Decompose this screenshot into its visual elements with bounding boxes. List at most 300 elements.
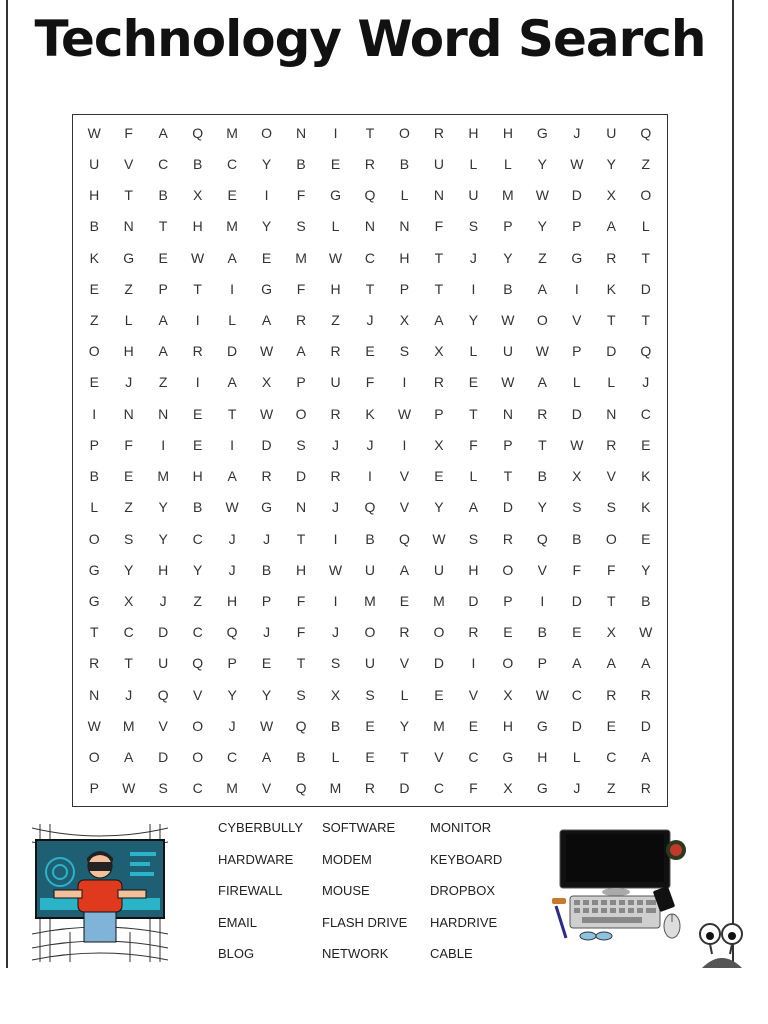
grid-letter[interactable]: I xyxy=(230,280,235,297)
grid-letter[interactable]: R xyxy=(295,311,307,328)
grid-letter[interactable]: I xyxy=(230,436,235,453)
grid-letter[interactable]: Q xyxy=(192,124,204,141)
grid-letter[interactable]: D xyxy=(502,499,513,516)
grid-letter[interactable]: B xyxy=(330,717,341,734)
grid-letter[interactable]: S xyxy=(296,686,306,703)
grid-letter[interactable]: T xyxy=(296,655,306,672)
grid-letter[interactable]: T xyxy=(434,280,444,297)
grid-letter[interactable]: L xyxy=(90,499,99,516)
grid-letter[interactable]: O xyxy=(88,343,100,360)
grid-letter[interactable]: W xyxy=(501,311,515,328)
grid-letter[interactable]: P xyxy=(503,436,513,453)
grid-letter[interactable]: A xyxy=(227,374,237,391)
grid-letter[interactable]: A xyxy=(227,468,237,485)
grid-letter[interactable]: P xyxy=(503,218,513,235)
grid-letter[interactable]: G xyxy=(536,124,548,141)
grid-letter[interactable]: A xyxy=(158,343,168,360)
grid-letter[interactable]: T xyxy=(193,280,202,297)
grid-letter[interactable]: J xyxy=(642,374,650,391)
grid-letter[interactable]: E xyxy=(89,280,99,297)
grid-letter[interactable]: T xyxy=(227,405,237,422)
grid-letter[interactable]: R xyxy=(502,530,513,547)
grid-letter[interactable]: S xyxy=(330,655,341,672)
grid-letter[interactable]: V xyxy=(261,780,272,797)
grid-letter[interactable]: O xyxy=(295,405,307,422)
grid-letter[interactable]: J xyxy=(125,686,133,703)
grid-letter[interactable]: T xyxy=(538,436,547,453)
grid-letter[interactable]: Q xyxy=(640,124,652,141)
grid-letter[interactable]: T xyxy=(503,468,513,485)
grid-letter[interactable]: J xyxy=(125,374,133,391)
grid-letter[interactable]: D xyxy=(227,343,238,360)
grid-letter[interactable]: V xyxy=(468,686,479,703)
grid-letter[interactable]: D xyxy=(158,624,169,641)
grid-letter[interactable]: R xyxy=(640,686,651,703)
grid-letter[interactable]: U xyxy=(433,155,444,172)
grid-letter[interactable]: Y xyxy=(606,155,616,172)
grid-letter[interactable]: C xyxy=(571,686,582,703)
grid-letter[interactable]: U xyxy=(158,655,169,672)
grid-letter[interactable]: P xyxy=(89,780,99,797)
grid-letter[interactable]: B xyxy=(261,561,272,578)
grid-letter[interactable]: J xyxy=(332,499,340,516)
grid-letter[interactable]: A xyxy=(261,749,272,766)
grid-letter[interactable]: A xyxy=(158,124,168,141)
grid-letter[interactable]: T xyxy=(469,405,478,422)
grid-letter[interactable]: Q xyxy=(226,624,238,641)
grid-letter[interactable]: E xyxy=(572,624,582,641)
grid-letter[interactable]: N xyxy=(295,124,307,141)
grid-letter[interactable]: E xyxy=(192,405,203,422)
grid-letter[interactable]: T xyxy=(400,749,409,766)
grid-letter[interactable]: D xyxy=(158,749,169,766)
grid-letter[interactable]: T xyxy=(641,249,651,266)
grid-letter[interactable]: C xyxy=(606,749,617,766)
grid-letter[interactable]: Z xyxy=(538,249,547,266)
grid-letter[interactable]: W xyxy=(259,405,274,422)
grid-letter[interactable]: W xyxy=(191,249,205,266)
grid-letter[interactable]: Y xyxy=(503,249,513,266)
grid-letter[interactable]: Z xyxy=(641,155,651,172)
grid-letter[interactable]: Y xyxy=(261,218,272,235)
grid-letter[interactable]: X xyxy=(434,436,444,453)
grid-letter[interactable]: L xyxy=(572,374,581,391)
grid-letter[interactable]: H xyxy=(502,124,513,141)
grid-letter[interactable]: O xyxy=(261,124,273,141)
grid-letter[interactable]: D xyxy=(261,436,272,453)
grid-letter[interactable]: S xyxy=(158,780,168,797)
grid-letter[interactable]: E xyxy=(261,655,272,672)
grid-letter[interactable]: T xyxy=(124,187,133,204)
grid-letter[interactable]: T xyxy=(365,280,375,297)
grid-letter[interactable]: J xyxy=(263,624,271,641)
grid-letter[interactable]: E xyxy=(330,155,341,172)
grid-letter[interactable]: N xyxy=(123,405,134,422)
grid-letter[interactable]: R xyxy=(261,468,272,485)
grid-letter[interactable]: T xyxy=(296,530,306,547)
grid-letter[interactable]: K xyxy=(641,468,651,485)
grid-letter[interactable]: W xyxy=(259,717,274,734)
grid-letter[interactable]: F xyxy=(296,624,306,641)
grid-letter[interactable]: L xyxy=(331,749,340,766)
grid-letter[interactable]: Z xyxy=(607,780,616,797)
grid-letter[interactable]: O xyxy=(605,530,617,547)
grid-letter[interactable]: H xyxy=(192,468,203,485)
grid-letter[interactable]: N xyxy=(433,187,444,204)
grid-letter[interactable]: W xyxy=(328,249,343,266)
grid-letter[interactable]: X xyxy=(330,686,341,703)
grid-letter[interactable]: F xyxy=(124,124,133,141)
grid-letter[interactable]: T xyxy=(607,593,616,610)
grid-letter[interactable]: Y xyxy=(227,686,237,703)
grid-letter[interactable]: L xyxy=(331,218,340,235)
grid-letter[interactable]: I xyxy=(333,124,338,141)
grid-letter[interactable]: B xyxy=(296,749,306,766)
grid-letter[interactable]: C xyxy=(468,749,479,766)
grid-letter[interactable]: D xyxy=(606,343,617,360)
grid-letter[interactable]: R xyxy=(364,155,376,172)
grid-letter[interactable]: Z xyxy=(193,593,202,610)
grid-letter[interactable]: J xyxy=(573,124,581,141)
grid-letter[interactable]: I xyxy=(368,468,372,485)
grid-letter[interactable]: R xyxy=(192,343,203,360)
grid-letter[interactable]: W xyxy=(501,374,515,391)
grid-letter[interactable]: D xyxy=(571,187,582,204)
grid-letter[interactable]: V xyxy=(537,561,548,578)
grid-letter[interactable]: U xyxy=(89,155,100,172)
grid-letter[interactable]: L xyxy=(400,686,409,703)
grid-letter[interactable]: B xyxy=(537,624,548,641)
grid-letter[interactable]: T xyxy=(124,655,133,672)
grid-letter[interactable]: I xyxy=(333,530,338,547)
grid-letter[interactable]: W xyxy=(639,624,653,641)
grid-letter[interactable]: J xyxy=(366,436,374,453)
grid-letter[interactable]: X xyxy=(124,593,134,610)
grid-letter[interactable]: W xyxy=(87,717,101,734)
grid-letter[interactable]: A xyxy=(606,218,616,235)
grid-letter[interactable]: E xyxy=(261,249,272,266)
grid-letter[interactable]: F xyxy=(296,187,306,204)
grid-letter[interactable]: S xyxy=(468,218,479,235)
grid-letter[interactable]: G xyxy=(261,499,273,516)
grid-letter[interactable]: W xyxy=(87,124,101,141)
grid-letter[interactable]: E xyxy=(227,187,237,204)
grid-letter[interactable]: D xyxy=(571,405,582,422)
grid-letter[interactable]: E xyxy=(192,436,203,453)
grid-letter[interactable]: R xyxy=(640,780,651,797)
grid-letter[interactable]: R xyxy=(330,468,341,485)
grid-letter[interactable]: W xyxy=(225,499,239,516)
grid-letter[interactable]: C xyxy=(433,780,444,797)
grid-letter[interactable]: L xyxy=(400,187,409,204)
grid-letter[interactable]: G xyxy=(261,280,273,297)
grid-letter[interactable]: A xyxy=(641,655,651,672)
grid-letter[interactable]: E xyxy=(434,468,444,485)
grid-letter[interactable]: A xyxy=(158,311,168,328)
grid-letter[interactable]: L xyxy=(572,749,581,766)
grid-letter[interactable]: E xyxy=(641,436,651,453)
grid-letter[interactable]: U xyxy=(330,374,341,391)
grid-letter[interactable]: Q xyxy=(157,686,169,703)
grid-letter[interactable]: O xyxy=(192,717,204,734)
grid-letter[interactable]: H xyxy=(399,249,410,266)
grid-letter[interactable]: I xyxy=(92,405,97,422)
grid-letter[interactable]: S xyxy=(606,499,616,516)
grid-letter[interactable]: A xyxy=(641,749,651,766)
grid-letter[interactable]: P xyxy=(537,655,548,672)
grid-letter[interactable]: Q xyxy=(640,343,652,360)
grid-letter[interactable]: B xyxy=(641,593,651,610)
grid-letter[interactable]: E xyxy=(503,624,513,641)
grid-letter[interactable]: D xyxy=(468,593,479,610)
grid-letter[interactable]: V xyxy=(399,655,410,672)
grid-letter[interactable]: V xyxy=(158,717,168,734)
grid-letter[interactable]: S xyxy=(296,218,306,235)
grid-letter[interactable]: W xyxy=(122,780,136,797)
grid-letter[interactable]: I xyxy=(161,436,166,453)
grid-letter[interactable]: L xyxy=(469,155,478,172)
grid-letter[interactable]: B xyxy=(296,155,306,172)
grid-letter[interactable]: F xyxy=(296,593,306,610)
grid-letter[interactable]: O xyxy=(88,530,100,547)
grid-letter[interactable]: J xyxy=(263,530,271,547)
grid-letter[interactable]: X xyxy=(434,343,444,360)
grid-letter[interactable]: O xyxy=(640,187,652,204)
grid-letter[interactable]: O xyxy=(502,655,514,672)
grid-letter[interactable]: S xyxy=(399,343,410,360)
grid-letter[interactable]: I xyxy=(471,655,476,672)
grid-letter[interactable]: N xyxy=(606,405,617,422)
grid-letter[interactable]: A xyxy=(468,499,479,516)
grid-letter[interactable]: Q xyxy=(295,780,307,797)
grid-letter[interactable]: X xyxy=(606,187,616,204)
grid-letter[interactable]: U xyxy=(433,561,444,578)
grid-letter[interactable]: W xyxy=(570,155,584,172)
grid-letter[interactable]: H xyxy=(468,561,479,578)
grid-letter[interactable]: F xyxy=(434,218,444,235)
grid-letter[interactable]: W xyxy=(328,561,343,578)
grid-letter[interactable]: D xyxy=(571,593,582,610)
grid-letter[interactable]: W xyxy=(535,187,549,204)
grid-letter[interactable]: Y xyxy=(261,686,272,703)
grid-letter[interactable]: Y xyxy=(399,717,410,734)
grid-letter[interactable]: A xyxy=(124,749,134,766)
grid-letter[interactable]: D xyxy=(571,717,582,734)
grid-letter[interactable]: I xyxy=(333,593,338,610)
grid-letter[interactable]: I xyxy=(402,374,407,391)
grid-letter[interactable]: U xyxy=(606,124,617,141)
grid-letter[interactable]: L xyxy=(469,468,478,485)
grid-letter[interactable]: R xyxy=(468,624,479,641)
grid-letter[interactable]: O xyxy=(399,124,410,141)
grid-letter[interactable]: N xyxy=(399,218,410,235)
grid-letter[interactable]: X xyxy=(572,468,582,485)
grid-letter[interactable]: X xyxy=(399,311,410,328)
grid-letter[interactable]: X xyxy=(192,187,203,204)
grid-letter[interactable]: P xyxy=(296,374,306,391)
grid-letter[interactable]: H xyxy=(192,218,203,235)
grid-letter[interactable]: M xyxy=(226,124,238,141)
grid-letter[interactable]: Y xyxy=(261,155,272,172)
grid-letter[interactable]: I xyxy=(574,280,579,297)
grid-letter[interactable]: M xyxy=(226,218,238,235)
grid-letter[interactable]: X xyxy=(606,624,616,641)
grid-letter[interactable]: R xyxy=(399,624,410,641)
grid-letter[interactable]: Y xyxy=(434,499,444,516)
grid-letter[interactable]: N xyxy=(89,686,100,703)
grid-letter[interactable]: B xyxy=(537,468,548,485)
grid-letter[interactable]: D xyxy=(295,468,307,485)
grid-letter[interactable]: R xyxy=(433,374,444,391)
grid-letter[interactable]: B xyxy=(503,280,513,297)
grid-letter[interactable]: H xyxy=(123,343,134,360)
grid-letter[interactable]: B xyxy=(365,530,375,547)
grid-letter[interactable]: P xyxy=(572,343,582,360)
grid-letter[interactable]: G xyxy=(536,717,548,734)
grid-letter[interactable]: W xyxy=(259,343,274,360)
grid-letter[interactable]: L xyxy=(228,311,236,328)
grid-letter[interactable]: T xyxy=(89,624,99,641)
grid-letter[interactable]: E xyxy=(468,374,479,391)
grid-letter[interactable]: U xyxy=(502,343,513,360)
grid-letter[interactable]: E xyxy=(158,249,168,266)
grid-letter[interactable]: M xyxy=(157,468,169,485)
grid-letter[interactable]: C xyxy=(227,155,238,172)
grid-letter[interactable]: D xyxy=(640,280,651,297)
grid-letter[interactable]: I xyxy=(540,593,545,610)
grid-letter[interactable]: S xyxy=(468,530,479,547)
grid-letter[interactable]: E xyxy=(365,717,375,734)
grid-letter[interactable]: X xyxy=(503,686,513,703)
grid-letter[interactable]: W xyxy=(535,343,549,360)
grid-letter[interactable]: Y xyxy=(158,499,168,516)
grid-letter[interactable]: R xyxy=(330,405,341,422)
grid-letter[interactable]: N xyxy=(364,218,376,235)
grid-letter[interactable]: O xyxy=(88,749,100,766)
grid-letter[interactable]: K xyxy=(641,499,651,516)
grid-letter[interactable]: H xyxy=(158,561,169,578)
grid-letter[interactable]: C xyxy=(364,249,376,266)
grid-letter[interactable]: M xyxy=(226,780,238,797)
grid-letter[interactable]: Z xyxy=(124,499,133,516)
grid-letter[interactable]: F xyxy=(607,561,616,578)
grid-letter[interactable]: M xyxy=(433,717,445,734)
grid-letter[interactable]: R xyxy=(433,124,444,141)
grid-letter[interactable]: C xyxy=(158,155,169,172)
grid-letter[interactable]: Y xyxy=(537,218,548,235)
grid-letter[interactable]: Q xyxy=(399,530,410,547)
grid-letter[interactable]: R xyxy=(330,343,341,360)
grid-letter[interactable]: J xyxy=(159,593,167,610)
grid-letter[interactable]: A xyxy=(261,311,272,328)
grid-letter[interactable]: B xyxy=(158,187,168,204)
grid-letter[interactable]: W xyxy=(570,436,584,453)
grid-letter[interactable]: Q xyxy=(536,530,548,547)
grid-letter[interactable]: L xyxy=(503,155,512,172)
grid-letter[interactable]: U xyxy=(364,561,376,578)
grid-letter[interactable]: J xyxy=(228,717,236,734)
grid-letter[interactable]: P xyxy=(89,436,99,453)
grid-letter[interactable]: A xyxy=(606,655,616,672)
grid-letter[interactable]: J xyxy=(332,436,340,453)
grid-letter[interactable]: Z xyxy=(331,311,340,328)
grid-letter[interactable]: I xyxy=(471,280,476,297)
grid-letter[interactable]: E xyxy=(434,686,444,703)
grid-letter[interactable]: M xyxy=(122,717,135,734)
grid-letter[interactable]: A xyxy=(537,280,548,297)
grid-letter[interactable]: J xyxy=(366,311,374,328)
grid-letter[interactable]: N xyxy=(502,405,513,422)
grid-letter[interactable]: H xyxy=(295,561,307,578)
grid-letter[interactable]: O xyxy=(502,561,514,578)
grid-letter[interactable]: F xyxy=(365,374,375,391)
grid-letter[interactable]: N xyxy=(158,405,169,422)
grid-letter[interactable]: B xyxy=(192,499,203,516)
grid-letter[interactable]: C xyxy=(192,624,203,641)
grid-letter[interactable]: V xyxy=(399,499,410,516)
grid-letter[interactable]: H xyxy=(537,749,548,766)
grid-letter[interactable]: X xyxy=(261,374,272,391)
grid-letter[interactable]: G xyxy=(571,249,583,266)
grid-letter[interactable]: P xyxy=(227,655,237,672)
grid-letter[interactable]: V xyxy=(572,311,582,328)
grid-letter[interactable]: J xyxy=(332,624,340,641)
grid-letter[interactable]: P xyxy=(158,280,168,297)
grid-letter[interactable]: G xyxy=(330,187,341,204)
grid-letter[interactable]: G xyxy=(88,561,100,578)
grid-letter[interactable]: V xyxy=(124,155,134,172)
grid-letter[interactable]: M xyxy=(433,593,445,610)
grid-letter[interactable]: U xyxy=(468,187,479,204)
grid-letter[interactable]: T xyxy=(434,249,444,266)
grid-letter[interactable]: A xyxy=(227,249,237,266)
grid-letter[interactable]: F xyxy=(124,436,133,453)
grid-letter[interactable]: H xyxy=(502,717,513,734)
grid-letter[interactable]: W xyxy=(397,405,412,422)
grid-letter[interactable]: A xyxy=(572,655,582,672)
grid-letter[interactable]: A xyxy=(434,311,444,328)
grid-letter[interactable]: S xyxy=(365,686,375,703)
grid-letter[interactable]: F xyxy=(296,280,306,297)
grid-letter[interactable]: K xyxy=(606,280,616,297)
grid-letter[interactable]: E xyxy=(641,530,651,547)
grid-letter[interactable]: P xyxy=(572,218,582,235)
grid-letter[interactable]: K xyxy=(89,249,99,266)
grid-letter[interactable]: C xyxy=(192,530,203,547)
grid-letter[interactable]: Y xyxy=(158,530,168,547)
grid-letter[interactable]: B xyxy=(192,155,203,172)
grid-letter[interactable]: V xyxy=(434,749,444,766)
grid-letter[interactable]: C xyxy=(123,624,134,641)
grid-letter[interactable]: Y xyxy=(537,155,548,172)
grid-letter[interactable]: H xyxy=(330,280,341,297)
grid-letter[interactable]: P xyxy=(503,593,513,610)
grid-letter[interactable]: G xyxy=(123,249,135,266)
grid-letter[interactable]: G xyxy=(536,780,548,797)
grid-letter[interactable]: Z xyxy=(124,280,133,297)
grid-letter[interactable]: T xyxy=(607,311,616,328)
grid-letter[interactable]: L xyxy=(607,374,616,391)
grid-letter[interactable]: B xyxy=(89,468,99,485)
grid-letter[interactable]: Q xyxy=(364,187,376,204)
grid-letter[interactable]: B xyxy=(572,530,582,547)
grid-letter[interactable]: N xyxy=(295,499,307,516)
grid-letter[interactable]: E xyxy=(365,749,375,766)
grid-letter[interactable]: E xyxy=(365,343,375,360)
grid-letter[interactable]: E xyxy=(124,468,134,485)
grid-letter[interactable]: I xyxy=(402,436,407,453)
grid-letter[interactable]: N xyxy=(123,218,134,235)
